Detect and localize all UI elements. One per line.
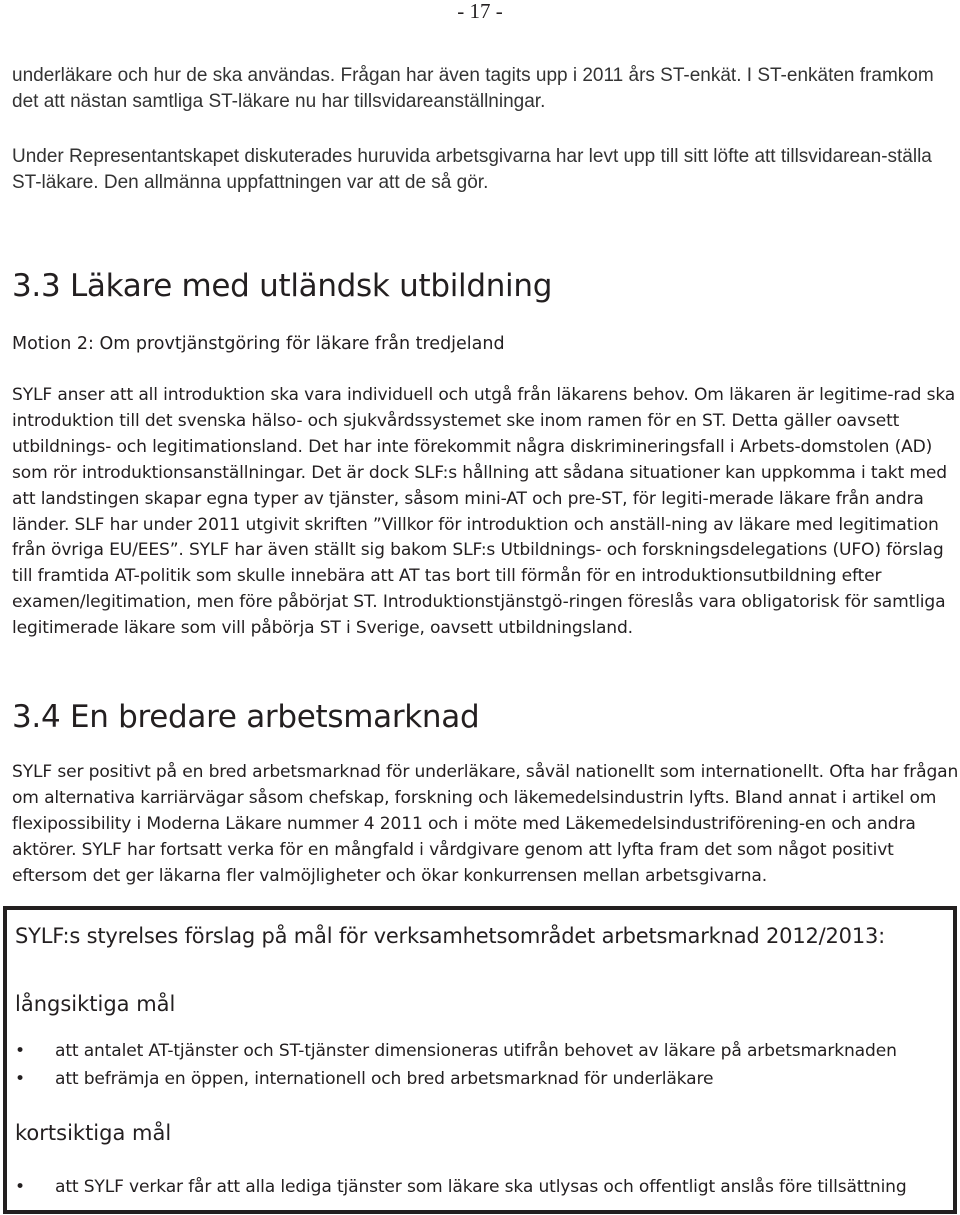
list-item: • att antalet AT-tjänster och ST-tjänster dimensioneras utifrån behovet av läkare på arbetsmarknaden xyxy=(15,1037,897,1065)
page-number: - 17 - xyxy=(457,0,503,23)
section-3-4-heading: 3.4 En bredare arbetsmarknad xyxy=(12,699,480,735)
list-item: • att befrämja en öppen, internationell och bred arbetsmarknad för underläkare xyxy=(15,1065,897,1093)
section-3-4-body: SYLF ser positivt på en bred arbetsmarknad för underläkare, såväl nationellt som internationellt. Ofta har frågan om alternativa karriärvägar såsom chefskap, forskning och läkemedelsindustrin lyfts. Bland annat i artikel om flexipossibility i Moderna Läkare nummer 4 2011 och i möte med Läkemedelsindustriförening-en och andra aktörer. SYLF har fortsatt verka för en mångfald i vårdgivare genom att lyfta fram det som något positivt eftersom det ger läkarna fler valmöjligheter och ökar konkurrensen mellan arbetsgivarna. xyxy=(12,762,959,886)
goal-box xyxy=(3,906,957,1214)
intro-paragraph-2: Under Representantskapet diskuterades huruvida arbetsgivarna har levt upp till sitt löfte att tillsvidarean-ställa ST-läkare. Den allmänna uppfattningen var att de så gör. xyxy=(12,146,932,193)
motion-title: Motion 2: Om provtjänstgöring för läkare från tredjeland xyxy=(12,334,505,354)
section-3-3-heading: 3.3 Läkare med utländsk utbildning xyxy=(12,268,553,304)
short-term-list xyxy=(15,1173,907,1201)
short-term-heading: kortsiktiga mål xyxy=(15,1121,172,1145)
long-term-heading: långsiktiga mål xyxy=(15,992,176,1016)
goal-box-title: SYLF:s styrelses förslag på mål för verksamhetsområdet arbetsmarknad 2012/2013: xyxy=(15,924,886,948)
intro-paragraph-1: underläkare och hur de ska användas. Frågan har även tagits upp i 2011 års ST-enkät. I ST-enkäten framkom det att nästan samtliga ST-läkare nu har tillsvidareanställningar. xyxy=(12,65,934,112)
list-item: • att SYLF verkar får att alla lediga tjänster som läkare ska utlysas och offentligt anslås före tillsättning xyxy=(15,1173,907,1201)
long-term-list xyxy=(15,1037,897,1093)
section-3-3-body: SYLF anser att all introduktion ska vara individuell och utgå från läkarens behov. Om läkaren är legitime-rad ska introduktion till det svenska hälso- och sjukvårdssystemet ske inom ramen för en ST. Detta gäller oavsett utbildnings- och legitimationsland. Det har inte förekommit några diskrimineringsfall i Arbets-domstolen (AD) som rör introduktionsanställningar. Det är dock SLF:s hållning att sådana situationer kan uppkomma i takt med att landstingen skapar egna typer av tjänster, såsom mini-AT och pre-ST, för legiti-merade läkare från andra länder. SLF har under 2011 utgivit skriften ”Villkor för introduktion och anställ-ning av läkare med legitimation från övriga EU/EES”. SYLF har även ställt sig bakom SLF:s Utbildnings- och forskningsdelegations (UFO) förslag till framtida AT-politik som skulle innebära att AT tas bort till förmån för en introduktionsutbildning efter examen/legitimation, men före påbörjat ST. Introduktionstjänstgö-ringen föreslås vara obligatorisk för samtliga legitimerade läkare som vill påbörja ST i Sverige, oavsett utbildningsland. xyxy=(12,385,956,639)
